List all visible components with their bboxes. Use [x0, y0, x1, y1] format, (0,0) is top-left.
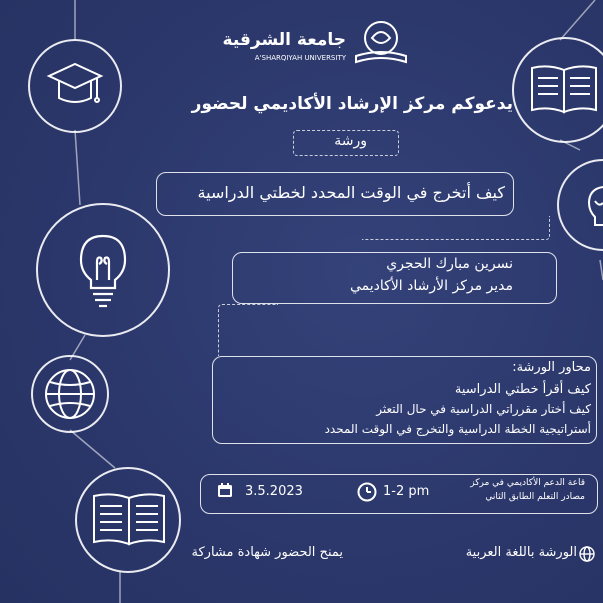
topic-item: كيف أقرأ خطتي الدراسية — [454, 382, 591, 397]
logo-name-english: A'SHARQIYAH UNIVERSITY — [254, 54, 346, 62]
topics-heading: محاور الورشة: — [512, 360, 591, 375]
event-type-label: ورشة — [334, 133, 367, 149]
lightbulb-icon — [73, 232, 133, 312]
university-logo-icon — [352, 18, 410, 68]
globe-icon — [40, 364, 100, 424]
topic-item: كيف أختار مقرراتي الدراسية في حال التعثر — [376, 402, 591, 416]
presenter-role: مدير مركز الأرشاد الأكاديمي — [350, 278, 513, 294]
globe-icon — [579, 546, 595, 562]
event-time: 1-2 pm — [383, 484, 430, 499]
open-book-icon — [528, 62, 600, 118]
open-book-icon — [90, 490, 168, 550]
certificate-note: يمنح الحضور شهادة مشاركة — [191, 545, 343, 560]
presenter-name: نسرين مبارك الحجري — [386, 256, 513, 272]
event-location: مصادر التعلم الطابق الثاني — [485, 492, 585, 502]
calendar-icon — [217, 482, 233, 498]
graduation-cap-icon — [45, 58, 105, 114]
lightbulb-icon — [585, 185, 603, 230]
language-note: الورشة باللغة العربية — [465, 545, 577, 560]
invitation-text: يدعوكم مركز الإرشاد الأكاديمي لحضور — [191, 94, 513, 114]
clock-icon — [357, 482, 377, 502]
logo-name-arabic: جامعة الشرقية — [222, 30, 346, 50]
topic-item: أستراتيجية الخطة الدراسية والتخرج في الوقت المحدد — [324, 422, 591, 436]
connector-line — [362, 216, 550, 240]
workshop-title: كيف أتخرج في الوقت المحدد لخطتي الدراسية — [197, 183, 505, 202]
event-location: قاعة الدعم الأكاديمي في مركز — [470, 478, 585, 488]
event-date: 3.5.2023 — [245, 484, 303, 499]
connector-line — [218, 304, 278, 356]
